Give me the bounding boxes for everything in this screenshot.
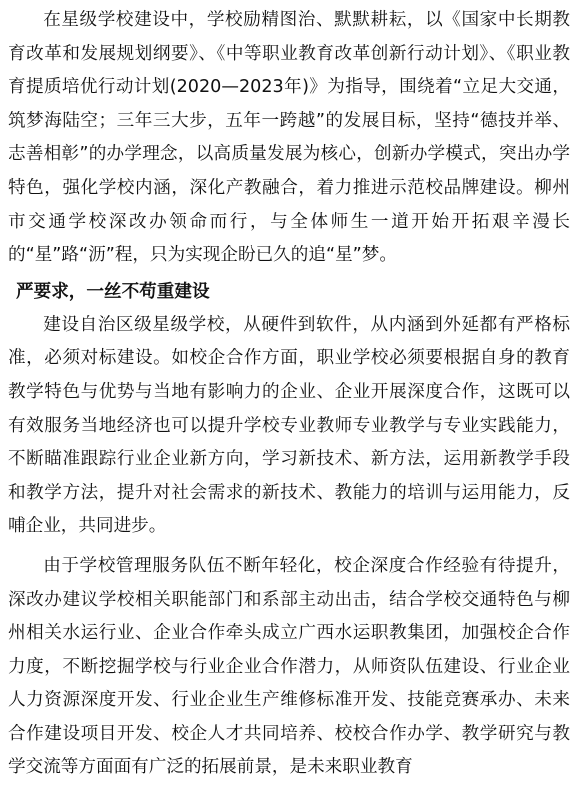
body-paragraph-2: 由于学校管理服务队伍不断年轻化，校企深度合作经验有待提升，深改办建议学校相关职能部门和系部主动出击，结合学校交通特色与柳州相关水运行业、企业合作牵头成立广西水运职教集团，加强校企合作力度，不断挖掘学校与行业企业合作潜力，从师资队伍建设、行业企业人力资源深度开发、行业企业生产维修标准开发、技能竞赛承办、未来合作建设项目开发、校企人才共同培养、校校合作办学、教学研究与教学交流等方面面有广泛的拓展前景，是未来职业教育 [8,555,570,778]
section-heading: 严要求，一丝不苟重建设 [16,281,210,302]
article-body [8,4,570,785]
body-paragraph-1: 建设自治区级星级学校，从硬件到软件，从内涵到外延都有严格标准，必须对标建设。如校企合作方面，职业学校必须要根据自身的教育教学特色与优势与当地有影响力的企业、企业开展深度合作，这既可以有效服务当地经济也可以提升学校专业教师专业教学与专业实践能力，不断瞄准跟踪行业企业新方向，学习新技术、新方法，运用新教学手段和教学方法，提升对社会需求的新技术、教能力的培训与运用能力，反哺企业，共同进步。 [8,314,570,537]
intro-paragraph: 在星级学校建设中，学校励精图治、默默耕耘，以《国家中长期教育改革和发展规划纲要》、《中等职业教育改革创新行动计划》、《职业教育提质培优行动计划(2020—2023年)》为指导，围绕着“立足大交通，筑梦海陆空；三年三大步，五年一跨越”的发展目标，坚持“德技并举、志善相彰”的办学理念，以高质量发展为核心，创新办学模式，突出办学特色，强化学校内涵，深化产教融合，着力推进示范校品牌建设。柳州市交通学校深改办领命而行，与全体师生一道开始开拓艰辛漫长的“星”路“沥”程，只为实现企盼已久的追“星”梦。 [8,10,570,266]
